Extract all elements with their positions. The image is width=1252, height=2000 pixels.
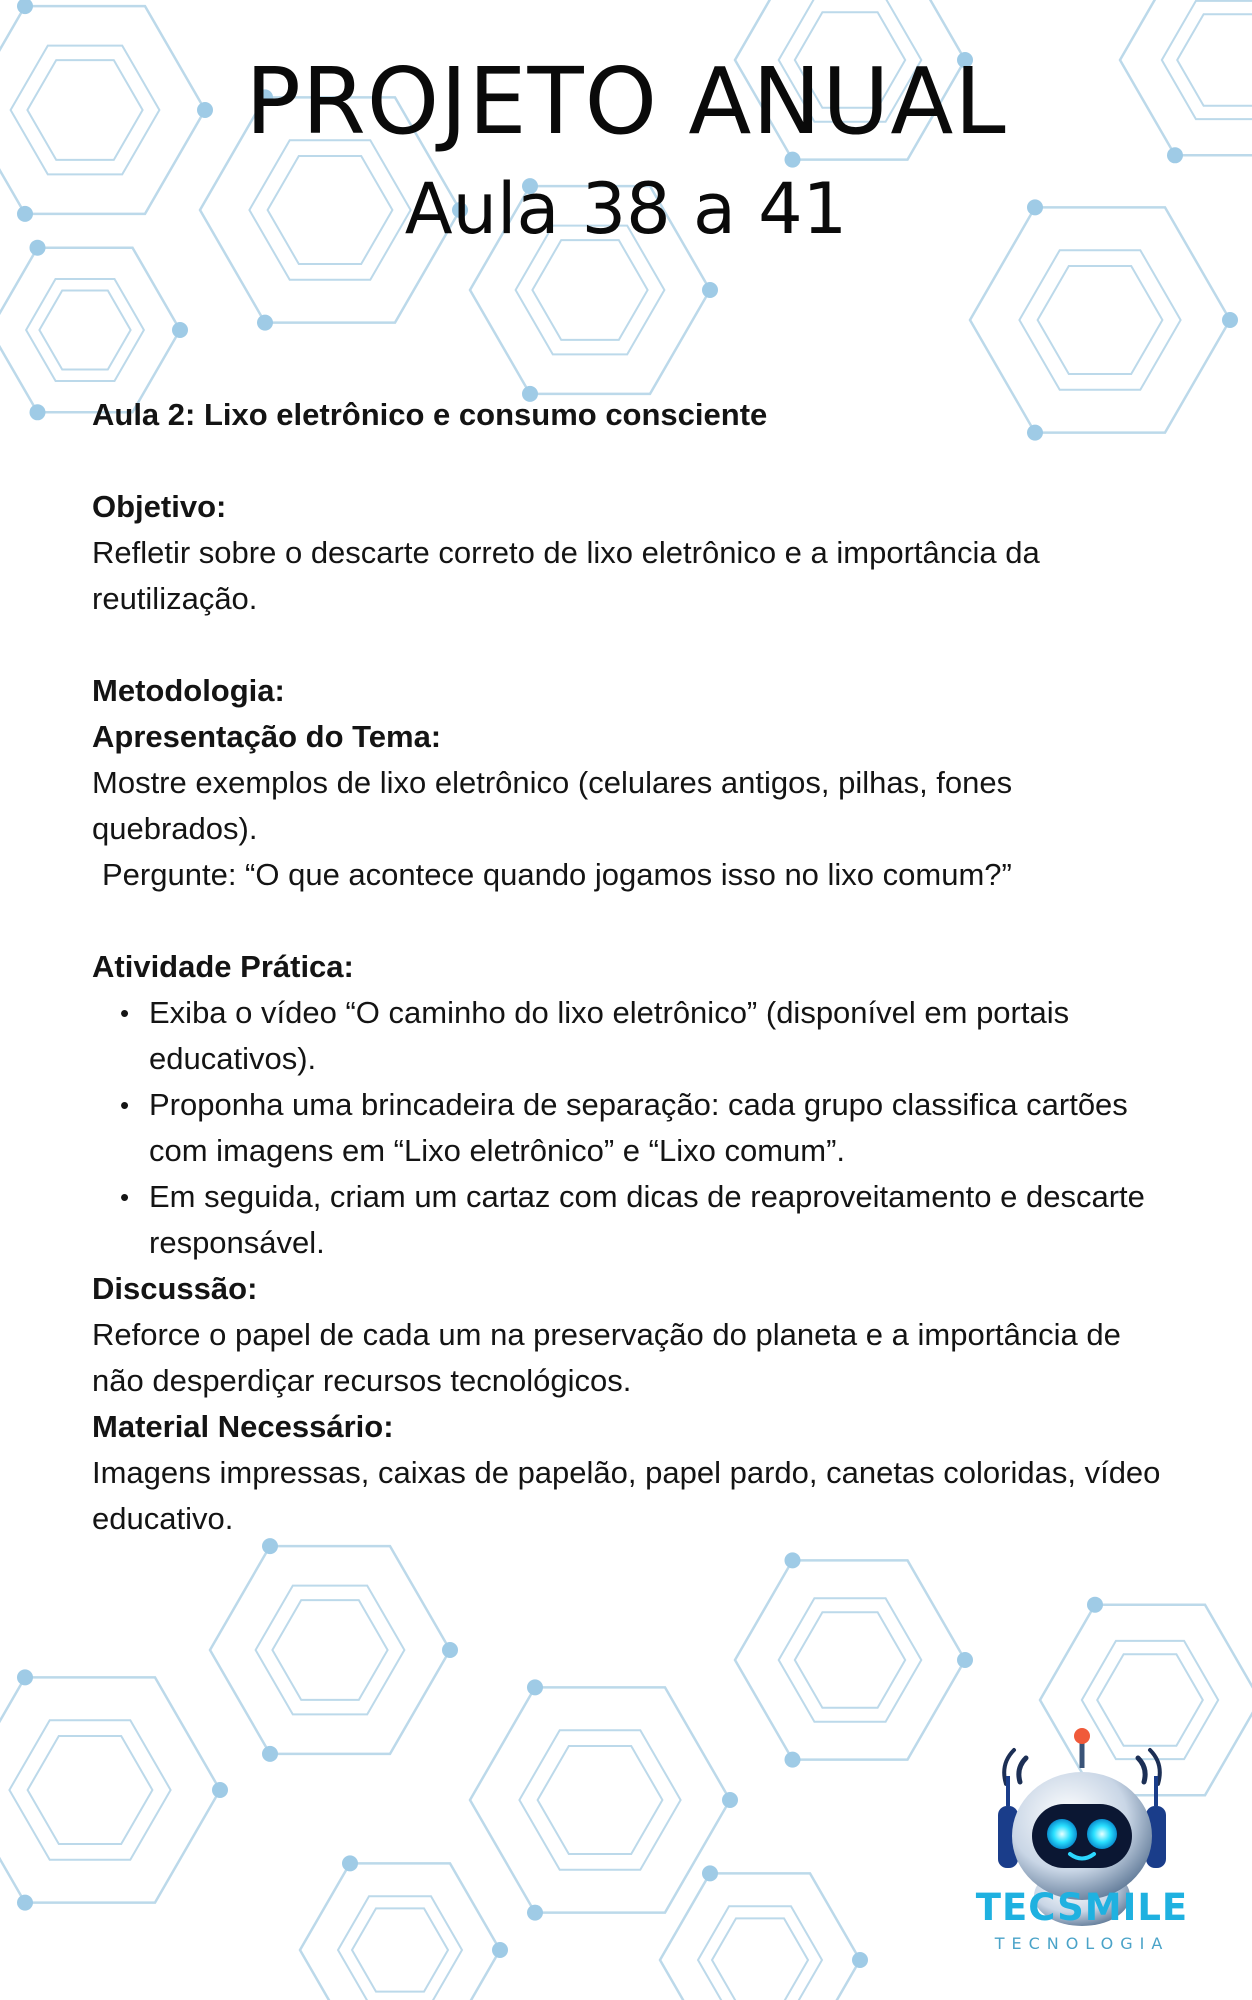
list-item: • Em seguida, criam um cartaz com dicas de reaproveitamento e descarte responsável. bbox=[149, 1174, 1172, 1266]
page-subtitle: Aula 38 a 41 bbox=[404, 168, 848, 250]
presentation-heading: Apresentação do Tema: bbox=[92, 719, 442, 754]
discussion-text: Reforce o papel de cada um na preservação do planeta e a importância de não desperdiçar recursos tecnológicos. bbox=[92, 1317, 1121, 1398]
activity-heading: Atividade Prática: bbox=[92, 949, 354, 984]
materials-heading: Material Necessário: bbox=[92, 1409, 394, 1444]
page-title: PROJETO ANUAL bbox=[245, 48, 1007, 155]
objective-heading: Objetivo: bbox=[92, 489, 227, 524]
lesson-title: Aula 2: Lixo eletrônico e consumo consciente bbox=[92, 397, 768, 432]
materials-text: Imagens impressas, caixas de papelão, papel pardo, canetas coloridas, vídeo educativo. bbox=[92, 1455, 1161, 1536]
discussion-heading: Discussão: bbox=[92, 1271, 258, 1306]
logo-wordmark: TECSMILE bbox=[975, 1886, 1189, 1929]
activity-list bbox=[92, 990, 1172, 1266]
list-item: • Proponha uma brincadeira de separação: cada grupo classifica cartões com imagens em “Lixo eletrônico” e “Lixo comum”. bbox=[149, 1082, 1172, 1174]
logo-tagline: TECNOLOGIA bbox=[994, 1934, 1170, 1953]
objective-text: Refletir sobre o descarte correto de lixo eletrônico e a importância da reutilização. bbox=[92, 535, 1040, 616]
presentation-question: Pergunte: “O que acontece quando jogamos isso no lixo comum?” bbox=[102, 857, 1012, 892]
list-item: • Exiba o vídeo “O caminho do lixo eletrônico” (disponível em portais educativos). bbox=[149, 990, 1172, 1082]
methodology-heading: Metodologia: bbox=[92, 673, 285, 708]
lesson-content bbox=[92, 392, 1172, 1542]
presentation-text: Mostre exemplos de lixo eletrônico (celulares antigos, pilhas, fones quebrados). bbox=[92, 765, 1013, 846]
